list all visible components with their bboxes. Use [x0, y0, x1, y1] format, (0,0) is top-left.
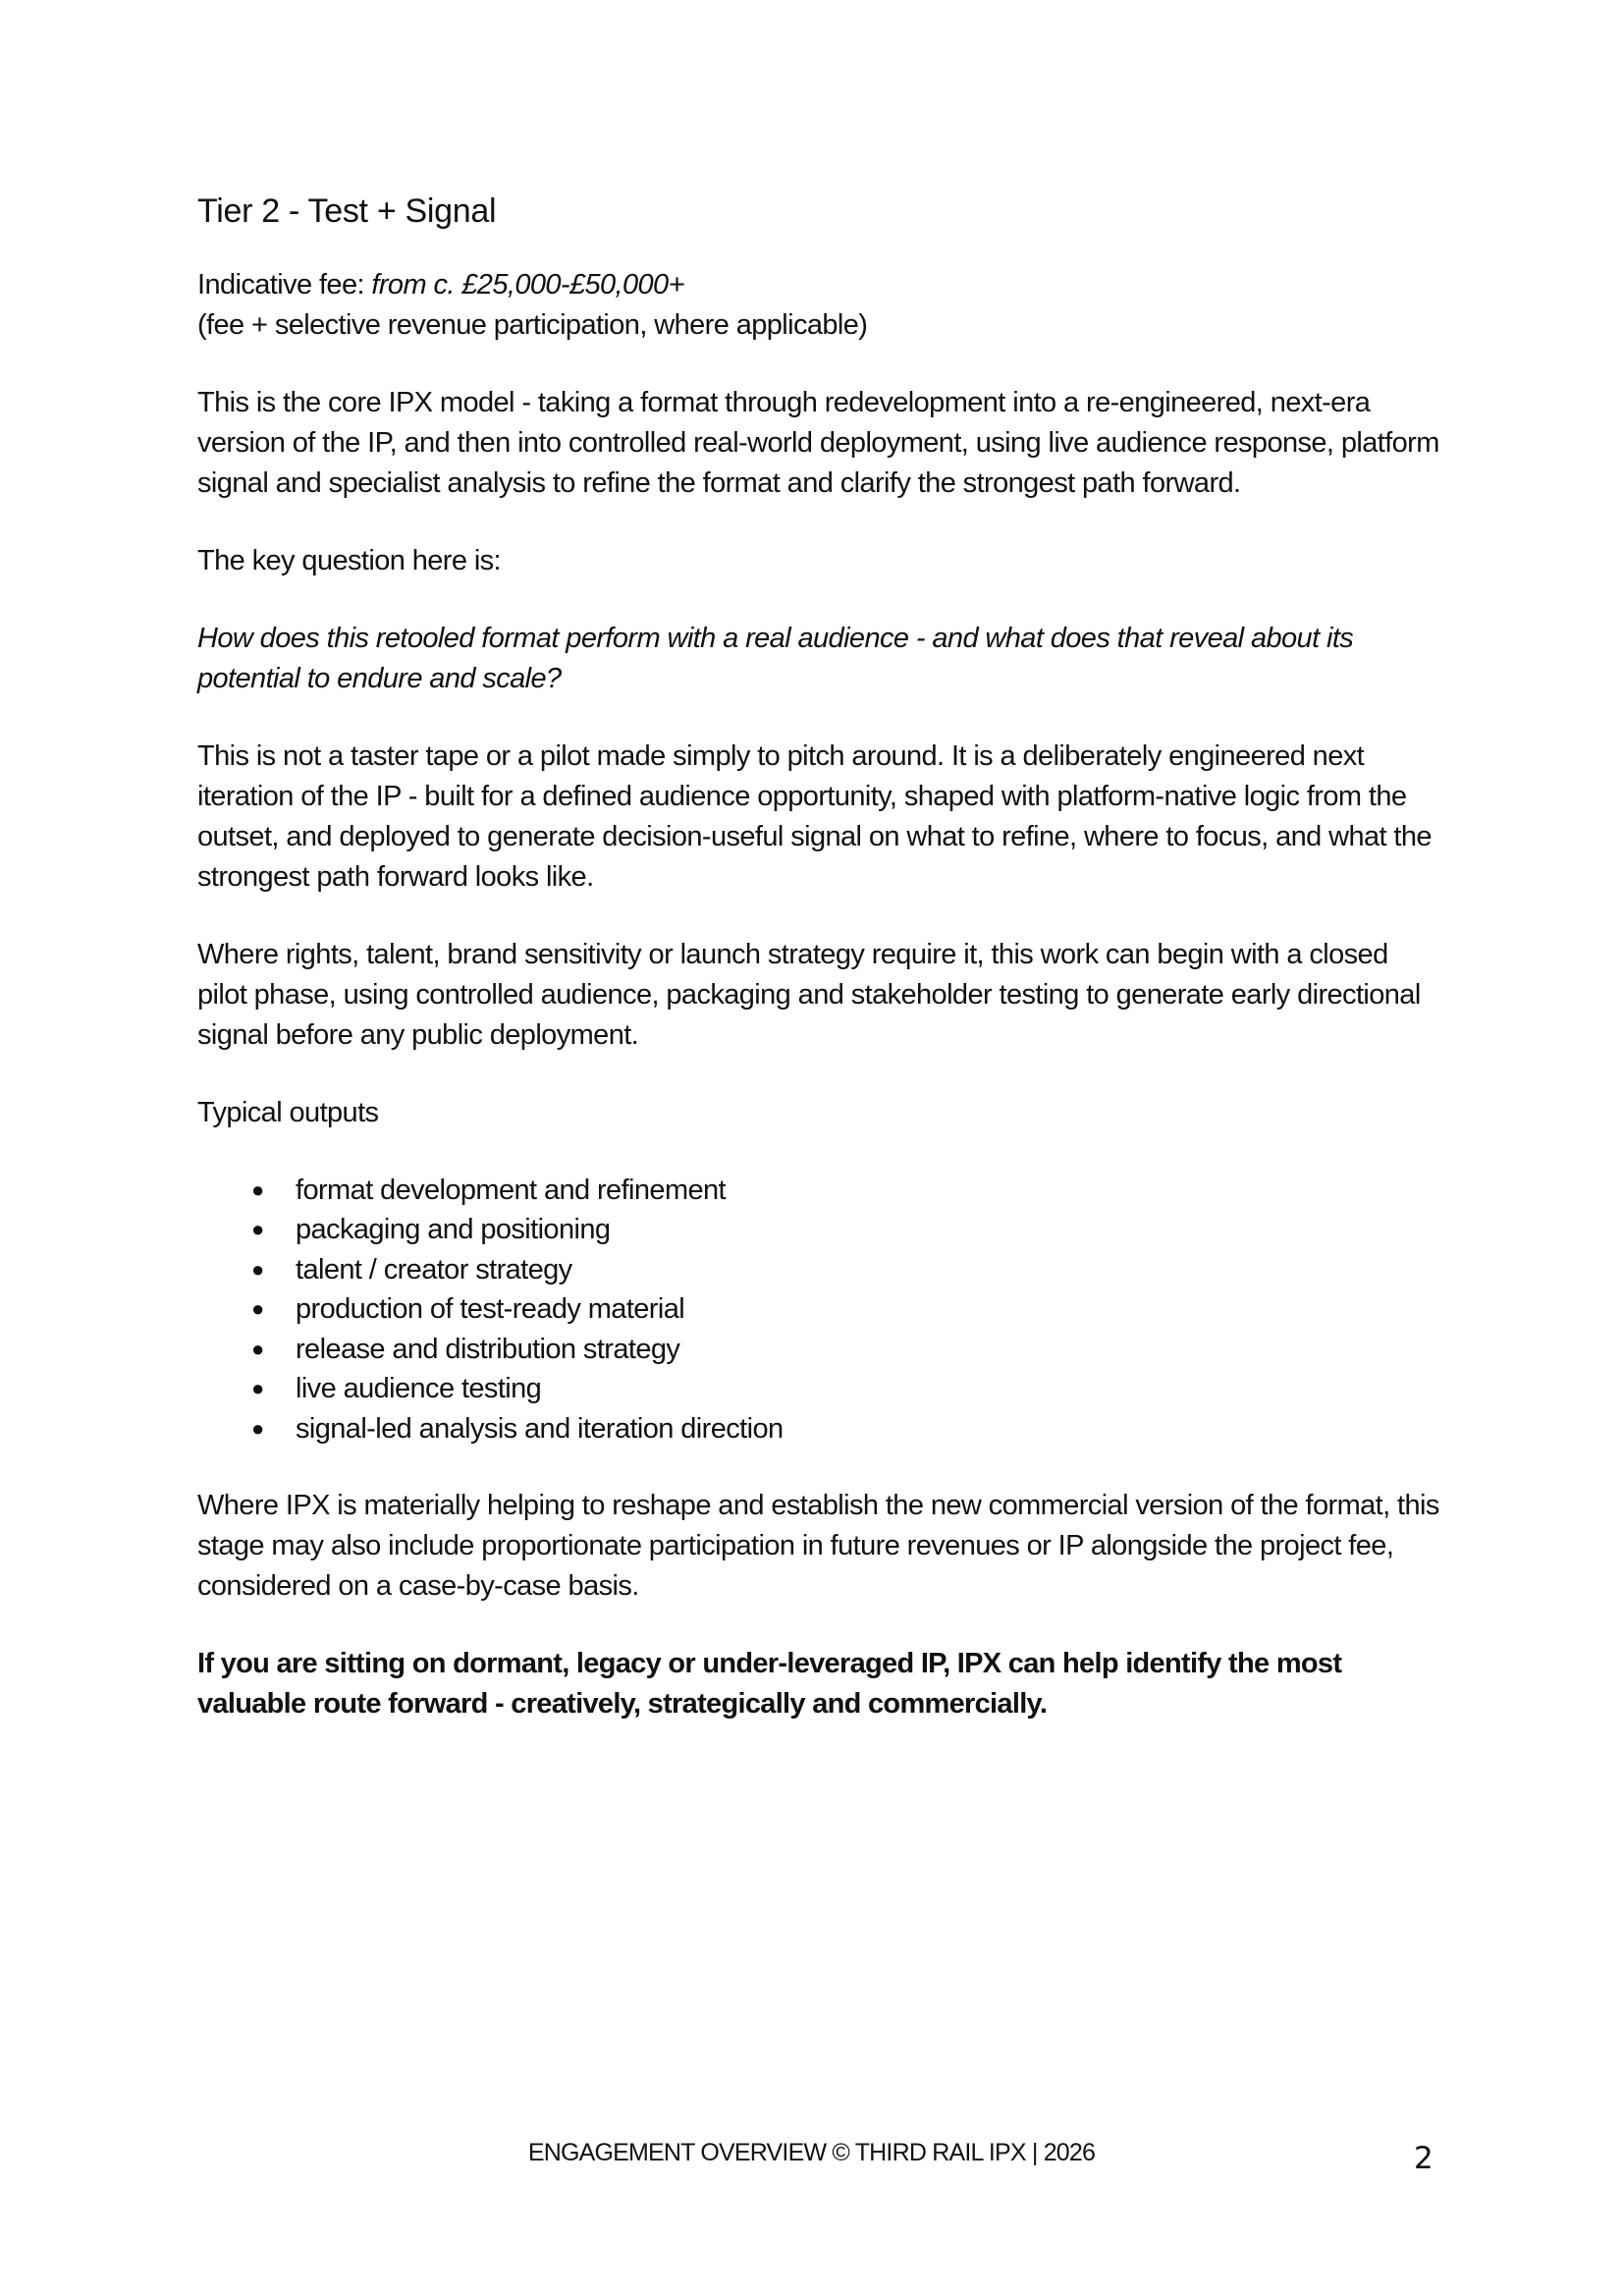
key-question: How does this retooled format perform with a real audience - and what does that reveal about its potential to endure and scale?	[197, 622, 1354, 694]
bullet-icon: ●	[251, 1217, 264, 1242]
bullet-icon: ●	[251, 1415, 264, 1441]
bullet-icon: ●	[251, 1256, 264, 1282]
closed-pilot-paragraph: Where rights, talent, brand sensitivity or launch strategy require it, this work can begin with a closed pilot phase, using controlled audience, packaging and stakeholder testing to generate early directional signal before any public deployment.	[197, 938, 1421, 1051]
list-item	[197, 1409, 1444, 1449]
list-item-label: packaging and positioning	[296, 1214, 611, 1246]
list-item	[197, 1171, 1444, 1211]
intro-paragraph: This is the core IPX model - taking a format through redevelopment into a re-engineered, next-era version of the IP, and then into controlled real-world deployment, using live audience response, platform signal and specialist analysis to refine the format and clarify the strongest path forward.	[197, 386, 1439, 499]
list-item-label: signal-led analysis and iteration direction	[296, 1412, 784, 1445]
participation-paragraph: Where IPX is materially helping to reshape and establish the new commercial version of the format, this stage may also include proportionate participation in future revenues or IP alongside the project fee, considered on a case-by-case basis.	[197, 1490, 1439, 1603]
list-item	[197, 1289, 1444, 1330]
list-item	[197, 1210, 1444, 1250]
list-item-label: release and distribution strategy	[296, 1333, 680, 1365]
bullet-icon: ●	[251, 1376, 264, 1401]
page-footer: ENGAGEMENT OVERVIEW © THIRD RAIL IPX | 2026	[527, 2139, 1096, 2166]
bullet-icon: ●	[251, 1176, 264, 1202]
fee-line	[197, 265, 1444, 305]
list-item	[197, 1369, 1444, 1409]
fee-block	[197, 265, 1444, 346]
list-item-label: live audience testing	[296, 1373, 542, 1405]
page-number: 2	[1414, 2141, 1434, 2176]
closing-statement: If you are sitting on dormant, legacy or under-leveraged IP, IPX can help identify the most valuable route forward - creatively, strategically and commercially.	[197, 1648, 1342, 1721]
page-title: Tier 2 - Test + Signal	[197, 192, 497, 230]
key-question-heading: The key question here is:	[197, 544, 502, 576]
fee-value: from c. £25,000-£50,000+	[371, 268, 684, 301]
list-item	[197, 1330, 1444, 1370]
outputs-list	[197, 1171, 1444, 1449]
bullet-icon: ●	[251, 1296, 264, 1322]
fee-note: (fee + selective revenue participation, where applicable)	[197, 308, 868, 341]
list-item-label: format development and refinement	[296, 1174, 727, 1206]
bullet-icon: ●	[251, 1336, 264, 1361]
not-taster-paragraph: This is not a taster tape or a pilot made simply to pitch around. It is a deliberately engineered next iteration of the IP - built for a defined audience opportunity, shaped with platform-native logic from the outset, and deployed to generate decision-useful signal on what to refine, where to focus, and what the strongest path forward looks like.	[197, 739, 1432, 893]
list-item-label: talent / creator strategy	[296, 1253, 572, 1285]
fee-label: Indicative fee:	[197, 268, 372, 301]
list-item-label: production of test-ready material	[296, 1293, 685, 1326]
outputs-heading: Typical outputs	[197, 1096, 379, 1128]
document-page	[197, 191, 1444, 1762]
list-item	[197, 1250, 1444, 1290]
